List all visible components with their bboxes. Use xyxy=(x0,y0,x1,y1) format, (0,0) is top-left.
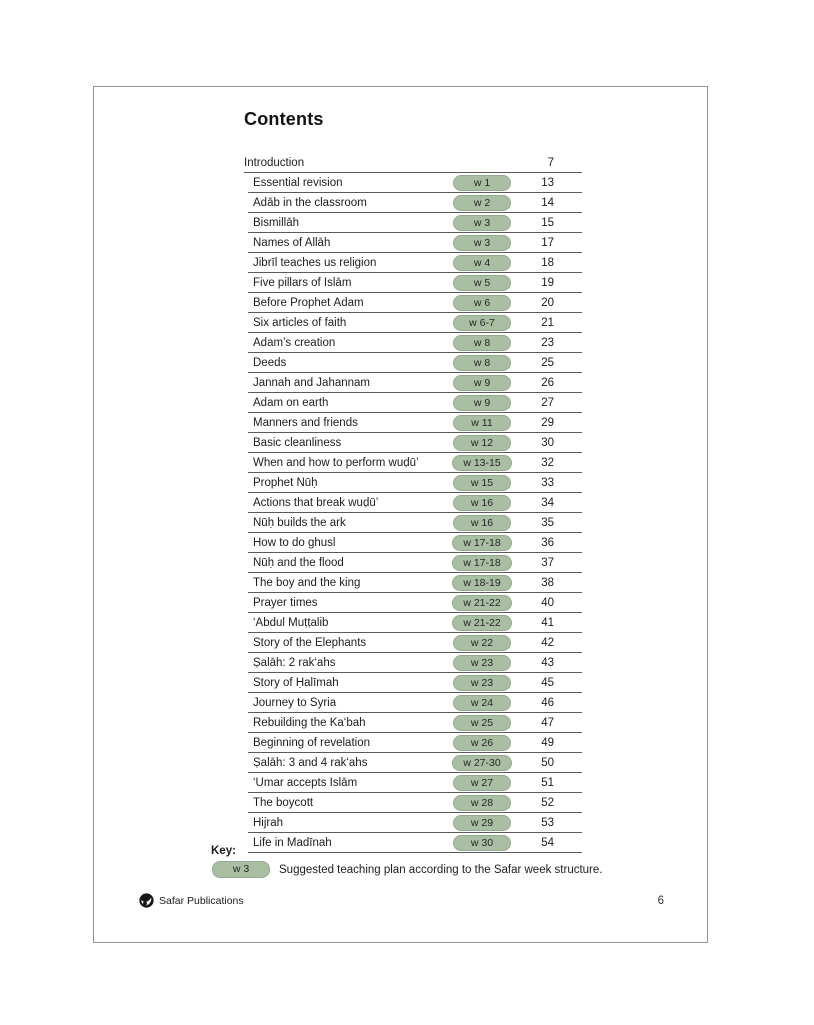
toc-entry-page: 13 xyxy=(541,176,554,189)
toc-entry-title: Basic cleanliness xyxy=(253,436,342,449)
toc-entry-title: Ṣalāh: 2 rak‘ahs xyxy=(253,656,336,669)
toc-intro-row xyxy=(244,153,582,173)
toc-entry-page: 42 xyxy=(541,636,554,649)
week-badge: w 11 xyxy=(453,415,511,431)
week-badge: w 16 xyxy=(453,495,511,511)
toc-entry-page: 41 xyxy=(541,616,554,629)
toc-entry-title: Jibrīl teaches us religion xyxy=(253,256,377,269)
week-badge: w 21-22 xyxy=(452,595,511,611)
week-badge: w 17-18 xyxy=(452,535,511,551)
week-badge-column xyxy=(442,695,522,711)
toc-row xyxy=(248,613,582,633)
toc-row xyxy=(248,373,582,393)
week-badge: w 3 xyxy=(453,235,511,251)
toc-entry-page: 40 xyxy=(541,596,554,609)
week-badge-column xyxy=(442,375,522,391)
week-badge-column xyxy=(442,355,522,371)
week-badge-column xyxy=(442,395,522,411)
week-badge: w 26 xyxy=(453,735,511,751)
week-badge: w 15 xyxy=(453,475,511,491)
toc-entry-title: Actions that break wuḍū’ xyxy=(253,496,379,509)
toc-entry-page: 23 xyxy=(541,336,554,349)
toc-entry-page: 7 xyxy=(547,156,554,169)
toc-entry-page: 33 xyxy=(541,476,554,489)
week-badge-sample: w 3 xyxy=(212,861,270,878)
week-badge-column xyxy=(442,635,522,651)
toc-entry-title: Nūḥ and the flood xyxy=(253,556,344,569)
week-badge-column xyxy=(442,515,522,531)
toc-row xyxy=(248,293,582,313)
toc-entry-page: 50 xyxy=(541,756,554,769)
toc-row xyxy=(248,433,582,453)
week-badge-column xyxy=(442,555,522,571)
toc-entry-page: 25 xyxy=(541,356,554,369)
week-badge: w 17-18 xyxy=(452,555,511,571)
page-title: Contents xyxy=(244,109,324,129)
week-badge: w 1 xyxy=(453,175,511,191)
toc-entry-page: 32 xyxy=(541,456,554,469)
toc-entry-title: Essential revision xyxy=(253,176,343,189)
toc-row xyxy=(248,793,582,813)
week-badge-column xyxy=(442,175,522,191)
week-badge-column xyxy=(442,575,522,591)
week-badge-column xyxy=(442,755,522,771)
week-badge: w 22 xyxy=(453,635,511,651)
toc-entry-page: 26 xyxy=(541,376,554,389)
week-badge-column xyxy=(442,435,522,451)
toc-row xyxy=(248,193,582,213)
toc-entry-page: 45 xyxy=(541,676,554,689)
toc-row xyxy=(248,493,582,513)
key-description: Suggested teaching plan according to the Safar week structure. xyxy=(279,863,603,876)
week-badge-column xyxy=(442,455,522,471)
week-badge-column xyxy=(442,815,522,831)
document-page xyxy=(93,86,708,943)
toc-entry-title: Hijrah xyxy=(253,816,284,829)
toc-entry-page: 54 xyxy=(541,836,554,849)
week-badge-column xyxy=(442,195,522,211)
toc-entry-page: 51 xyxy=(541,776,554,789)
toc-entry-page: 34 xyxy=(541,496,554,509)
toc-row xyxy=(248,653,582,673)
toc-row xyxy=(248,593,582,613)
toc-row xyxy=(248,213,582,233)
toc-entry-page: 36 xyxy=(541,536,554,549)
folio-page-number: 6 xyxy=(657,894,664,907)
toc-entry-title: Story of the Elephants xyxy=(253,636,367,649)
toc-row xyxy=(248,393,582,413)
toc-entry-title: Deeds xyxy=(253,356,287,369)
week-badge: w 6 xyxy=(453,295,511,311)
toc-entry-page: 49 xyxy=(541,736,554,749)
week-badge: w 21-22 xyxy=(452,615,511,631)
toc-entry-page: 21 xyxy=(541,316,554,329)
week-badge-column xyxy=(442,675,522,691)
week-badge-column xyxy=(442,215,522,231)
week-badge: w 25 xyxy=(453,715,511,731)
week-badge-column xyxy=(442,495,522,511)
week-badge: w 13-15 xyxy=(452,455,511,471)
week-badge: w 23 xyxy=(453,655,511,671)
week-badge: w 9 xyxy=(453,375,511,391)
week-badge: w 23 xyxy=(453,675,511,691)
toc-entry-title: Names of Allāh xyxy=(253,236,331,249)
week-badge: w 2 xyxy=(453,195,511,211)
toc-entry-title: Rebuilding the Ka‘bah xyxy=(253,716,366,729)
toc-entry-page: 38 xyxy=(541,576,554,589)
toc-row xyxy=(248,553,582,573)
week-badge-column xyxy=(442,775,522,791)
toc-entry-title: Jannah and Jahannam xyxy=(253,376,371,389)
key-label: Key: xyxy=(211,845,236,857)
toc-entry-page: 52 xyxy=(541,796,554,809)
toc-entry-title: ‘Abdul Muṭṭalib xyxy=(253,616,329,629)
toc-entry-title: ‘Umar accepts Islām xyxy=(253,776,358,789)
week-badge: w 27-30 xyxy=(452,755,511,771)
week-badge: w 29 xyxy=(453,815,511,831)
toc-entry-title: Introduction xyxy=(244,156,305,169)
toc-entry-title: Ṣalāh: 3 and 4 rak‘ahs xyxy=(253,756,368,769)
toc-row xyxy=(248,313,582,333)
toc-row xyxy=(248,573,582,593)
toc-entry-title: Story of Ḥalīmah xyxy=(253,676,339,689)
toc-row xyxy=(248,253,582,273)
toc-row xyxy=(248,173,582,193)
week-badge: w 9 xyxy=(453,395,511,411)
week-badge-column xyxy=(442,275,522,291)
toc-entry-title: Beginning of revelation xyxy=(253,736,370,749)
week-badge-column xyxy=(442,255,522,271)
toc-row xyxy=(248,513,582,533)
week-badge: w 6-7 xyxy=(453,315,511,331)
toc-entry-page: 27 xyxy=(541,396,554,409)
toc-entry-page: 47 xyxy=(541,716,554,729)
toc-entry-title: The boycott xyxy=(253,796,314,809)
toc-entry-page: 19 xyxy=(541,276,554,289)
toc-entry-title: Before Prophet Ādam xyxy=(253,296,364,309)
toc-entry-page: 35 xyxy=(541,516,554,529)
toc-entry-title: Life in Madīnah xyxy=(253,836,332,849)
week-badge: w 8 xyxy=(453,335,511,351)
week-badge: w 30 xyxy=(453,835,511,851)
safar-logo-icon xyxy=(139,893,154,908)
week-badge: w 8 xyxy=(453,355,511,371)
toc-entry-title: When and how to perform wuḍū’ xyxy=(253,456,419,469)
toc-row xyxy=(248,473,582,493)
week-badge: w 12 xyxy=(453,435,511,451)
toc-entry-page: 15 xyxy=(541,216,554,229)
toc-row xyxy=(248,813,582,833)
week-badge-column xyxy=(442,295,522,311)
toc-entry-page: 30 xyxy=(541,436,554,449)
publisher-brand xyxy=(139,893,244,908)
toc-row xyxy=(248,773,582,793)
toc-entry-page: 43 xyxy=(541,656,554,669)
toc-entry-title: Ādam on earth xyxy=(253,396,329,409)
page-footer xyxy=(139,893,664,908)
week-badge-column xyxy=(442,315,522,331)
week-badge-column xyxy=(442,415,522,431)
toc-entry-title: Prayer times xyxy=(253,596,318,609)
toc-row xyxy=(248,533,582,553)
toc-entry-page: 14 xyxy=(541,196,554,209)
toc-rows xyxy=(248,173,582,853)
toc-row xyxy=(248,413,582,433)
toc-row xyxy=(248,273,582,293)
toc-entry-title: Nūḥ builds the ark xyxy=(253,516,346,529)
week-badge-column xyxy=(442,595,522,611)
week-badge-column xyxy=(442,715,522,731)
toc-entry-page: 17 xyxy=(541,236,554,249)
toc-entry-page: 18 xyxy=(541,256,554,269)
week-badge-column xyxy=(442,335,522,351)
toc-entry-page: 37 xyxy=(541,556,554,569)
toc-entry-title: Ādam’s creation xyxy=(253,336,336,349)
toc-entry-title: Six articles of faith xyxy=(253,316,347,329)
week-badge-column xyxy=(442,615,522,631)
toc-entry-page: 29 xyxy=(541,416,554,429)
toc-entry-title: Bismillāh xyxy=(253,216,300,229)
week-badge: w 5 xyxy=(453,275,511,291)
toc-row xyxy=(248,233,582,253)
table-of-contents xyxy=(244,153,582,853)
toc-row xyxy=(248,453,582,473)
week-badge-column xyxy=(442,235,522,251)
week-badge: w 27 xyxy=(453,775,511,791)
week-badge: w 24 xyxy=(453,695,511,711)
week-badge: w 28 xyxy=(453,795,511,811)
week-badge-column xyxy=(442,835,522,851)
week-badge: w 16 xyxy=(453,515,511,531)
toc-row xyxy=(248,713,582,733)
toc-entry-page: 46 xyxy=(541,696,554,709)
toc-row xyxy=(248,333,582,353)
week-badge-column xyxy=(442,475,522,491)
toc-entry-page: 53 xyxy=(541,816,554,829)
toc-entry-title: Journey to Syria xyxy=(253,696,337,709)
toc-entry-title: Prophet Nūḥ xyxy=(253,476,318,489)
toc-row xyxy=(248,733,582,753)
toc-entry-title: Manners and friends xyxy=(253,416,358,429)
week-badge-column xyxy=(442,795,522,811)
toc-entry-title: The boy and the king xyxy=(253,576,361,589)
toc-row xyxy=(248,693,582,713)
toc-row xyxy=(248,753,582,773)
toc-row xyxy=(248,833,582,853)
week-badge-column xyxy=(442,655,522,671)
toc-entry-title: Ādāb in the classroom xyxy=(253,196,367,209)
toc-row xyxy=(248,353,582,373)
week-badge-column xyxy=(442,735,522,751)
toc-row xyxy=(248,673,582,693)
toc-row xyxy=(248,633,582,653)
week-badge: w 3 xyxy=(453,215,511,231)
toc-entry-title: How to do ghusl xyxy=(253,536,336,549)
week-badge: w 18-19 xyxy=(452,575,511,591)
publisher-name: Safar Publications xyxy=(159,894,244,907)
toc-entry-page: 20 xyxy=(541,296,554,309)
key-legend xyxy=(212,861,602,878)
toc-entry-title: Five pillars of Islām xyxy=(253,276,352,289)
week-badge: w 4 xyxy=(453,255,511,271)
week-badge-column xyxy=(442,535,522,551)
